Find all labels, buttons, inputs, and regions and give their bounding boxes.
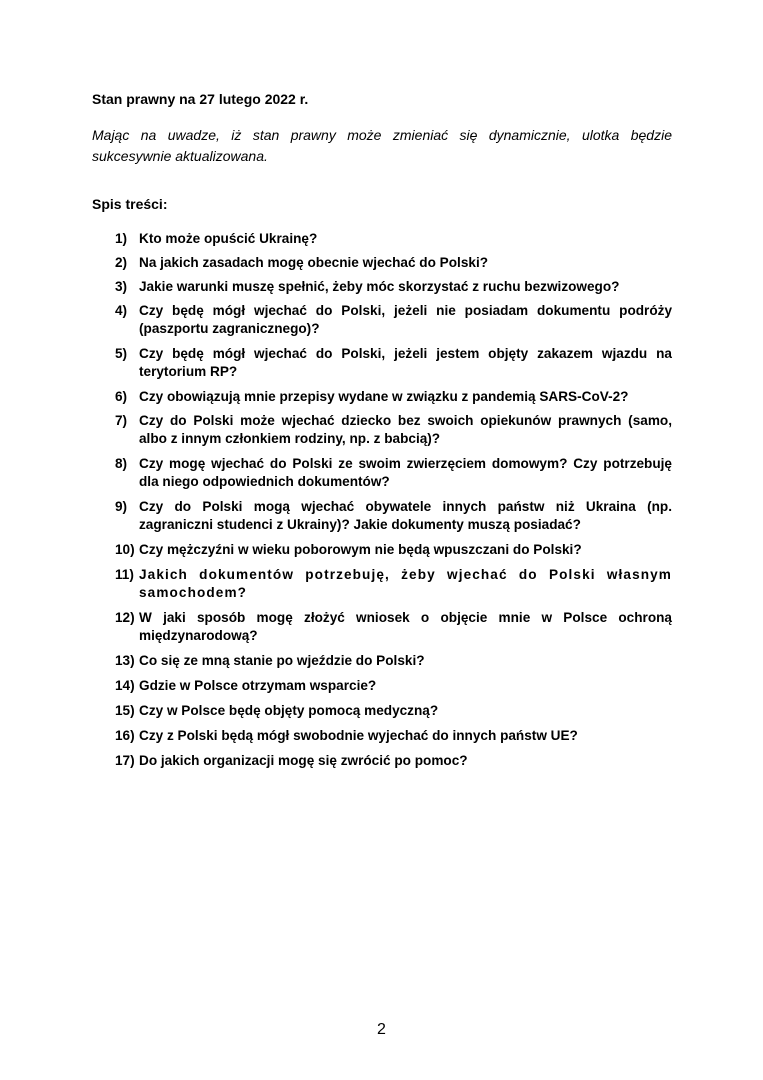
page-number: 2 (377, 1021, 386, 1038)
toc-item[interactable] (115, 388, 672, 406)
update-note: Mając na uwadze, iż stan prawny może zmieniać się dynamicznie, ulotka będzie sukcesywnie aktualizowana. (92, 127, 672, 164)
toc-item[interactable] (115, 752, 672, 770)
toc-item-text: W jaki sposób mogę złożyć wniosek o objęcie mnie w Polsce ochroną międzynarodową? (139, 610, 672, 643)
toc-item-number: 8) (115, 456, 128, 471)
toc-item-text: Czy będę mógł wjechać do Polski, jeżeli jestem objęty zakazem wjazdu na terytorium RP? (139, 346, 672, 379)
toc-item[interactable] (115, 677, 672, 695)
toc-item-number: 1) (115, 231, 128, 246)
toc-item-number: 6) (115, 389, 128, 404)
toc-item-text: Czy z Polski będą mógł swobodnie wyjechać do innych państw UE? (139, 728, 578, 743)
table-of-contents (115, 230, 672, 777)
toc-item[interactable] (115, 652, 672, 670)
toc-item-text: Kto może opuścić Ukrainę? (139, 231, 318, 246)
toc-item-number: 2) (115, 255, 128, 270)
toc-item-number: 9) (115, 499, 128, 514)
toc-item-text: Do jakich organizacji mogę się zwrócić po pomoc? (139, 753, 468, 768)
toc-item[interactable] (115, 278, 672, 296)
toc-item-number: 11) (115, 567, 134, 582)
toc-item-text: Czy mężczyźni w wieku poborowym nie będą wpuszczani do Polski? (139, 542, 582, 557)
toc-item[interactable] (115, 727, 672, 745)
toc-item-text: Czy do Polski mogą wjechać obywatele innych państw niż Ukraina (np. zagraniczni studenci z Ukrainy)? Jakie dokumenty muszą posiadać? (139, 499, 672, 532)
toc-item[interactable] (115, 302, 672, 338)
toc-item-text: Na jakich zasadach mogę obecnie wjechać do Polski? (139, 255, 489, 270)
toc-item[interactable] (115, 254, 672, 272)
toc-item[interactable] (115, 609, 672, 645)
legal-status-line: Stan prawny na 27 lutego 2022 r. (92, 91, 309, 107)
toc-item-number: 14) (115, 678, 135, 693)
toc-item-number: 15) (115, 703, 135, 718)
toc-item-number: 7) (115, 413, 128, 428)
toc-item[interactable] (115, 702, 672, 720)
toc-item-number: 13) (115, 653, 135, 668)
toc-item-number: 5) (115, 346, 128, 361)
toc-item-number: 3) (115, 279, 128, 294)
toc-item[interactable] (115, 345, 672, 381)
toc-item[interactable] (115, 498, 672, 534)
toc-item[interactable] (115, 541, 672, 559)
toc-item[interactable] (115, 455, 672, 491)
toc-item-number: 10) (115, 542, 135, 557)
toc-item-text: Jakie warunki muszę spełnić, żeby móc skorzystać z ruchu bezwizowego? (139, 279, 620, 294)
toc-item-number: 16) (115, 728, 135, 743)
toc-item-number: 12) (115, 610, 135, 625)
toc-item-text: Czy będę mógł wjechać do Polski, jeżeli nie posiadam dokumentu podróży (paszportu zagranicznego)? (139, 303, 672, 336)
toc-item-text: Jakich dokumentów potrzebuję, żeby wjechać do Polski własnym samochodem? (139, 567, 672, 600)
toc-item-text: Co się ze mną stanie po wjeździe do Polski? (139, 653, 425, 668)
toc-item-number: 17) (115, 753, 135, 768)
toc-item-text: Czy mogę wjechać do Polski ze swoim zwierzęciem domowym? Czy potrzebuję dla niego odpowiednich dokumentów? (139, 456, 672, 489)
toc-item-text: Czy w Polsce będę objęty pomocą medyczną? (139, 703, 439, 718)
toc-item-text: Gdzie w Polsce otrzymam wsparcie? (139, 678, 377, 693)
toc-item-text: Czy do Polski może wjechać dziecko bez swoich opiekunów prawnych (samo, albo z innym członkiem rodziny, np. z babcią)? (139, 413, 672, 446)
toc-item[interactable] (115, 230, 672, 248)
toc-item[interactable] (115, 412, 672, 448)
toc-item[interactable] (115, 566, 672, 602)
toc-item-text: Czy obowiązują mnie przepisy wydane w związku z pandemią SARS-CoV-2? (139, 389, 629, 404)
toc-item-number: 4) (115, 303, 128, 318)
toc-heading: Spis treści: (92, 196, 168, 212)
